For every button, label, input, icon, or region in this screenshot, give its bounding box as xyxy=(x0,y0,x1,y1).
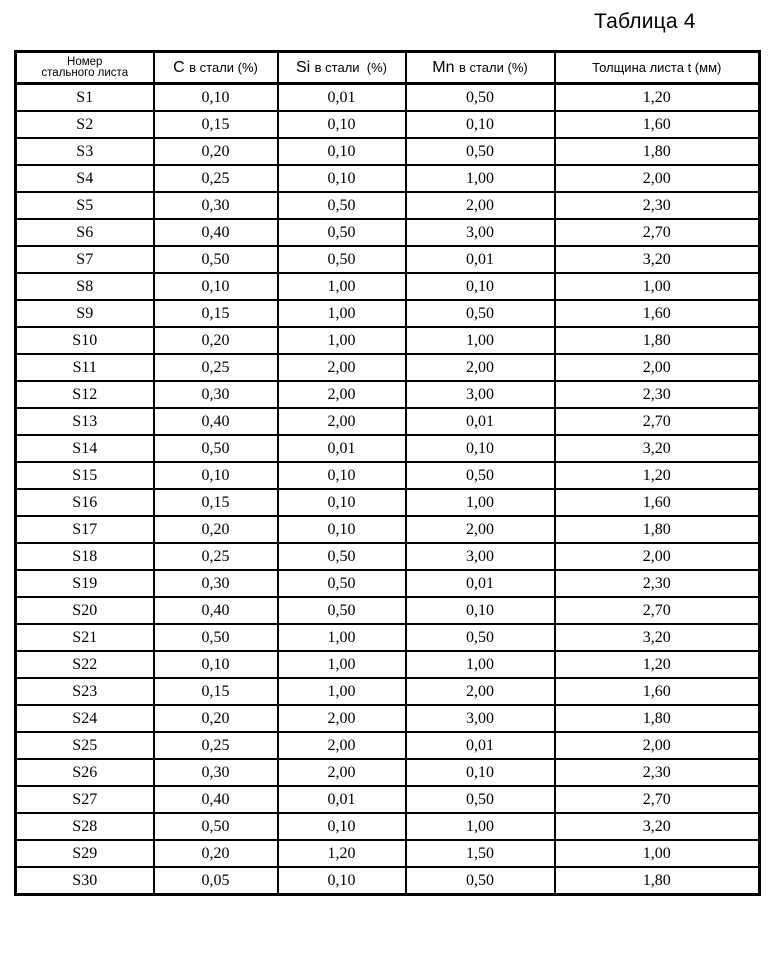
manganese-cell: 0,10 xyxy=(406,273,555,300)
sheet-number-cell: S7 xyxy=(16,246,154,273)
manganese-cell: 1,00 xyxy=(406,651,555,678)
thickness-cell: 2,30 xyxy=(555,570,760,597)
header-carbon-symbol: C xyxy=(173,58,185,76)
table-row xyxy=(16,246,760,273)
silicon-cell: 1,20 xyxy=(278,840,406,867)
table-row xyxy=(16,516,760,543)
carbon-cell: 0,15 xyxy=(154,300,278,327)
table-row xyxy=(16,462,760,489)
thickness-cell: 2,00 xyxy=(555,354,760,381)
silicon-cell: 1,00 xyxy=(278,327,406,354)
silicon-cell: 2,00 xyxy=(278,759,406,786)
manganese-cell: 2,00 xyxy=(406,354,555,381)
manganese-cell: 0,10 xyxy=(406,111,555,138)
manganese-cell: 1,50 xyxy=(406,840,555,867)
silicon-cell: 0,50 xyxy=(278,192,406,219)
table-row xyxy=(16,381,760,408)
table-row xyxy=(16,570,760,597)
thickness-cell: 1,80 xyxy=(555,138,760,165)
header-silicon xyxy=(278,52,406,84)
manganese-cell: 0,50 xyxy=(406,462,555,489)
table-row xyxy=(16,435,760,462)
manganese-cell: 1,00 xyxy=(406,327,555,354)
table-row xyxy=(16,327,760,354)
manganese-cell: 3,00 xyxy=(406,381,555,408)
table-row xyxy=(16,354,760,381)
carbon-cell: 0,20 xyxy=(154,705,278,732)
silicon-cell: 2,00 xyxy=(278,408,406,435)
thickness-cell: 1,80 xyxy=(555,705,760,732)
header-manganese xyxy=(406,52,555,84)
table-row xyxy=(16,732,760,759)
manganese-cell: 0,10 xyxy=(406,759,555,786)
table-row xyxy=(16,543,760,570)
header-sheet-number xyxy=(16,52,154,84)
carbon-cell: 0,20 xyxy=(154,138,278,165)
thickness-cell: 1,80 xyxy=(555,327,760,354)
manganese-cell: 1,00 xyxy=(406,489,555,516)
header-carbon-label: в стали (%) xyxy=(189,59,258,75)
thickness-cell: 1,20 xyxy=(555,651,760,678)
carbon-cell: 0,25 xyxy=(154,732,278,759)
sheet-number-cell: S26 xyxy=(16,759,154,786)
manganese-cell: 0,10 xyxy=(406,435,555,462)
carbon-cell: 0,10 xyxy=(154,273,278,300)
sheet-number-cell: S18 xyxy=(16,543,154,570)
table-row xyxy=(16,705,760,732)
table-row xyxy=(16,813,760,840)
sheet-number-cell: S14 xyxy=(16,435,154,462)
sheet-number-cell: S3 xyxy=(16,138,154,165)
sheet-number-cell: S22 xyxy=(16,651,154,678)
sheet-number-cell: S23 xyxy=(16,678,154,705)
sheet-number-cell: S5 xyxy=(16,192,154,219)
carbon-cell: 0,15 xyxy=(154,111,278,138)
sheet-number-cell: S19 xyxy=(16,570,154,597)
silicon-cell: 0,01 xyxy=(278,84,406,112)
header-sheet-number-line2: стального листа xyxy=(41,66,129,79)
silicon-cell: 1,00 xyxy=(278,678,406,705)
thickness-cell: 1,60 xyxy=(555,678,760,705)
silicon-cell: 0,10 xyxy=(278,111,406,138)
thickness-cell: 2,70 xyxy=(555,597,760,624)
thickness-cell: 3,20 xyxy=(555,624,760,651)
silicon-cell: 0,10 xyxy=(278,813,406,840)
table-row xyxy=(16,840,760,867)
silicon-cell: 0,50 xyxy=(278,219,406,246)
table-row xyxy=(16,678,760,705)
thickness-cell: 2,70 xyxy=(555,408,760,435)
carbon-cell: 0,30 xyxy=(154,570,278,597)
sheet-number-cell: S24 xyxy=(16,705,154,732)
manganese-cell: 0,50 xyxy=(406,300,555,327)
silicon-cell: 0,10 xyxy=(278,165,406,192)
silicon-cell: 0,01 xyxy=(278,435,406,462)
header-manganese-label: в стали (%) xyxy=(458,59,528,75)
manganese-cell: 2,00 xyxy=(406,192,555,219)
manganese-cell: 3,00 xyxy=(406,705,555,732)
table-caption: Таблица 4 xyxy=(594,10,696,33)
silicon-cell: 0,50 xyxy=(278,597,406,624)
sheet-number-cell: S13 xyxy=(16,408,154,435)
manganese-cell: 0,50 xyxy=(406,786,555,813)
table-row xyxy=(16,84,760,112)
carbon-cell: 0,40 xyxy=(154,597,278,624)
sheet-number-cell: S2 xyxy=(16,111,154,138)
manganese-cell: 1,00 xyxy=(406,813,555,840)
thickness-cell: 2,70 xyxy=(555,786,760,813)
sheet-number-cell: S21 xyxy=(16,624,154,651)
thickness-cell: 2,00 xyxy=(555,543,760,570)
silicon-cell: 0,50 xyxy=(278,246,406,273)
carbon-cell: 0,15 xyxy=(154,489,278,516)
carbon-cell: 0,20 xyxy=(154,840,278,867)
header-silicon-label: в стали (%) xyxy=(314,59,388,75)
carbon-cell: 0,20 xyxy=(154,516,278,543)
thickness-cell: 1,00 xyxy=(555,840,760,867)
header-silicon-symbol: Si xyxy=(295,58,311,76)
manganese-cell: 0,50 xyxy=(406,624,555,651)
silicon-cell: 0,50 xyxy=(278,570,406,597)
carbon-cell: 0,30 xyxy=(154,759,278,786)
table-row xyxy=(16,786,760,813)
steel-sheets-table xyxy=(14,50,761,896)
table-row xyxy=(16,192,760,219)
silicon-cell: 0,10 xyxy=(278,462,406,489)
silicon-cell: 1,00 xyxy=(278,273,406,300)
carbon-cell: 0,10 xyxy=(154,651,278,678)
sheet-number-cell: S15 xyxy=(16,462,154,489)
thickness-cell: 2,30 xyxy=(555,192,760,219)
manganese-cell: 0,50 xyxy=(406,867,555,895)
carbon-cell: 0,20 xyxy=(154,327,278,354)
header-manganese-symbol: Mn xyxy=(432,58,455,76)
silicon-cell: 0,50 xyxy=(278,543,406,570)
carbon-cell: 0,50 xyxy=(154,624,278,651)
manganese-cell: 0,01 xyxy=(406,732,555,759)
table-row xyxy=(16,759,760,786)
thickness-cell: 1,60 xyxy=(555,489,760,516)
thickness-cell: 3,20 xyxy=(555,246,760,273)
carbon-cell: 0,40 xyxy=(154,786,278,813)
thickness-cell: 3,20 xyxy=(555,435,760,462)
thickness-cell: 1,00 xyxy=(555,273,760,300)
carbon-cell: 0,40 xyxy=(154,408,278,435)
sheet-number-cell: S6 xyxy=(16,219,154,246)
manganese-cell: 0,01 xyxy=(406,246,555,273)
table-row xyxy=(16,300,760,327)
sheet-number-cell: S10 xyxy=(16,327,154,354)
carbon-cell: 0,50 xyxy=(154,246,278,273)
sheet-number-cell: S17 xyxy=(16,516,154,543)
silicon-cell: 2,00 xyxy=(278,381,406,408)
carbon-cell: 0,30 xyxy=(154,192,278,219)
silicon-cell: 0,10 xyxy=(278,867,406,895)
thickness-cell: 1,20 xyxy=(555,84,760,112)
thickness-cell: 1,80 xyxy=(555,516,760,543)
sheet-number-cell: S20 xyxy=(16,597,154,624)
sheet-number-cell: S30 xyxy=(16,867,154,895)
manganese-cell: 0,50 xyxy=(406,138,555,165)
carbon-cell: 0,15 xyxy=(154,678,278,705)
header-row xyxy=(16,52,760,84)
carbon-cell: 0,25 xyxy=(154,165,278,192)
thickness-cell: 2,00 xyxy=(555,165,760,192)
manganese-cell: 1,00 xyxy=(406,165,555,192)
table-header xyxy=(16,52,760,84)
thickness-cell: 1,80 xyxy=(555,867,760,895)
carbon-cell: 0,25 xyxy=(154,543,278,570)
manganese-cell: 2,00 xyxy=(406,678,555,705)
sheet-number-cell: S9 xyxy=(16,300,154,327)
manganese-cell: 2,00 xyxy=(406,516,555,543)
thickness-cell: 2,30 xyxy=(555,759,760,786)
carbon-cell: 0,50 xyxy=(154,813,278,840)
sheet-number-cell: S16 xyxy=(16,489,154,516)
table-row xyxy=(16,219,760,246)
thickness-cell: 2,30 xyxy=(555,381,760,408)
manganese-cell: 3,00 xyxy=(406,219,555,246)
sheet-number-cell: S25 xyxy=(16,732,154,759)
table-row xyxy=(16,111,760,138)
manganese-cell: 3,00 xyxy=(406,543,555,570)
header-sheet-number-line1: Номер xyxy=(67,55,103,68)
sheet-number-cell: S4 xyxy=(16,165,154,192)
silicon-cell: 0,01 xyxy=(278,786,406,813)
table-row xyxy=(16,138,760,165)
carbon-cell: 0,25 xyxy=(154,354,278,381)
header-thickness: Толщина листа t (мм) xyxy=(555,52,760,84)
silicon-cell: 2,00 xyxy=(278,354,406,381)
manganese-cell: 0,01 xyxy=(406,408,555,435)
silicon-cell: 1,00 xyxy=(278,624,406,651)
table-row xyxy=(16,651,760,678)
carbon-cell: 0,50 xyxy=(154,435,278,462)
table-row xyxy=(16,273,760,300)
carbon-cell: 0,10 xyxy=(154,84,278,112)
thickness-cell: 3,20 xyxy=(555,813,760,840)
silicon-cell: 2,00 xyxy=(278,732,406,759)
sheet-number-cell: S1 xyxy=(16,84,154,112)
thickness-cell: 1,20 xyxy=(555,462,760,489)
silicon-cell: 0,10 xyxy=(278,489,406,516)
carbon-cell: 0,05 xyxy=(154,867,278,895)
table-row xyxy=(16,867,760,895)
sheet-number-cell: S28 xyxy=(16,813,154,840)
table-row xyxy=(16,489,760,516)
thickness-cell: 1,60 xyxy=(555,300,760,327)
thickness-cell: 2,00 xyxy=(555,732,760,759)
sheet-number-cell: S27 xyxy=(16,786,154,813)
silicon-cell: 1,00 xyxy=(278,651,406,678)
thickness-cell: 2,70 xyxy=(555,219,760,246)
manganese-cell: 0,01 xyxy=(406,570,555,597)
thickness-cell: 1,60 xyxy=(555,111,760,138)
manganese-cell: 0,50 xyxy=(406,84,555,112)
manganese-cell: 0,10 xyxy=(406,597,555,624)
silicon-cell: 1,00 xyxy=(278,300,406,327)
silicon-cell: 0,10 xyxy=(278,516,406,543)
table-body xyxy=(16,84,760,895)
silicon-cell: 0,10 xyxy=(278,138,406,165)
sheet-number-cell: S11 xyxy=(16,354,154,381)
sheet-number-cell: S29 xyxy=(16,840,154,867)
table-row xyxy=(16,165,760,192)
carbon-cell: 0,10 xyxy=(154,462,278,489)
carbon-cell: 0,40 xyxy=(154,219,278,246)
sheet-number-cell: S8 xyxy=(16,273,154,300)
table-row xyxy=(16,597,760,624)
sheet-number-cell: S12 xyxy=(16,381,154,408)
header-carbon xyxy=(154,52,278,84)
table-row xyxy=(16,624,760,651)
carbon-cell: 0,30 xyxy=(154,381,278,408)
table-row xyxy=(16,408,760,435)
silicon-cell: 2,00 xyxy=(278,705,406,732)
